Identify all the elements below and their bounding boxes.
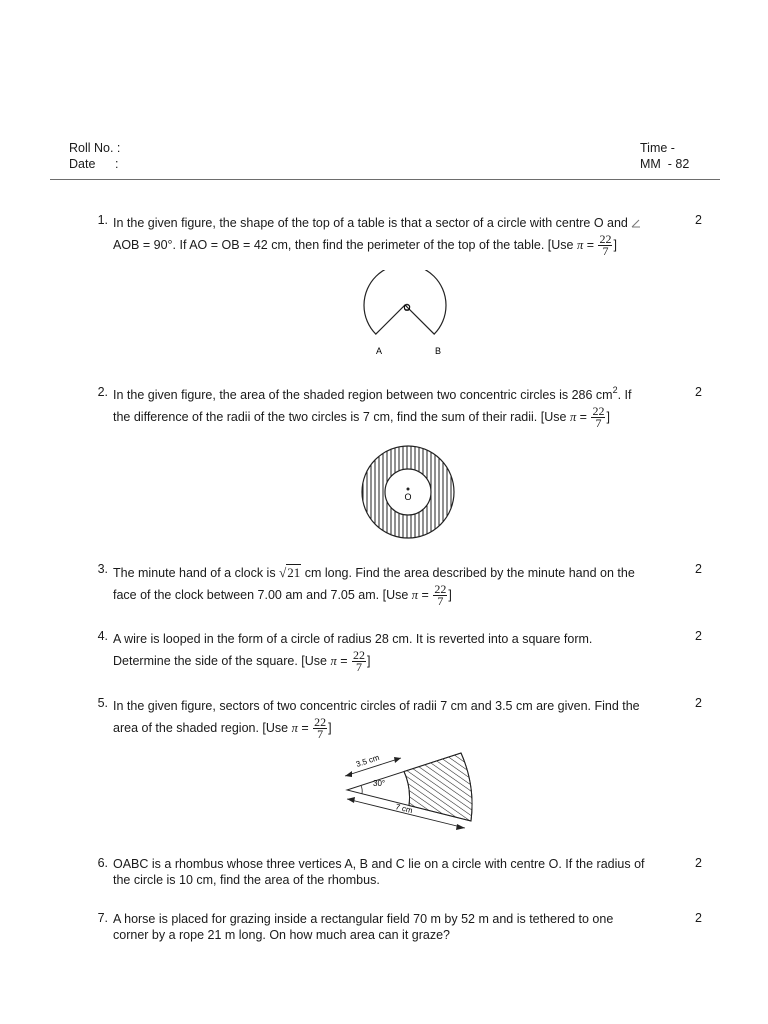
- pi-fraction: $\frac{22}{7}$: [592, 404, 605, 430]
- pi-fraction: $\frac{22}{7}$: [353, 648, 366, 674]
- time-label: Time -: [640, 141, 675, 155]
- label-a: A: [375, 346, 383, 356]
- roll-number-label: Roll No. :: [69, 141, 121, 155]
- angle-icon: [631, 218, 641, 228]
- question-number: 1.: [97, 213, 108, 227]
- question-text: In the given figure, sectors of two concentric circles of radii 7 cm and 3.5 cm are given. Find the area of the shaded region. [Use π = $\frac{22}{7}$ ]: [113, 699, 640, 741]
- question-number: 6.: [97, 856, 108, 870]
- question-marks: 2: [695, 856, 702, 870]
- question-number: 7.: [97, 911, 108, 925]
- date-label: Date: [69, 157, 96, 171]
- question-number: 5.: [97, 696, 108, 710]
- question-text: In the given figure, the shape of the top of a table is that a sector of a circle with centre O and AOB = 90°. If AO = OB = 42 cm, then find the perimeter of the top of the table. [Use π = $\frac{22}{7}$ ]: [113, 213, 675, 257]
- label-b: B: [434, 346, 442, 356]
- question-text: A horse is placed for grazing inside a rectangular field 70 m by 52 m and is tethered to one corner by a rope 21 m long. On how much area can it graze?: [113, 912, 614, 942]
- label-7-cm: 7 cm: [394, 802, 414, 816]
- table-sector-figure: [355, 270, 465, 362]
- question-text: The minute hand of a clock is √21 cm long. Find the area described by the minute hand on the face of the clock between 7.00 am and 7.05 am. [Use π = $\frac{22}{7}$ ]: [113, 565, 635, 608]
- question-marks: 2: [695, 911, 702, 925]
- concentric-circles-figure: [358, 442, 458, 542]
- pi-fraction: $\frac{22}{7}$: [599, 232, 612, 258]
- question-marks: 2: [695, 696, 702, 710]
- question-marks: 2: [695, 385, 702, 399]
- question-text: OABC is a rhombus whose three vertices A, B and C lie on a circle with centre O. If the radius of the circle is 10 cm, find the area of the rhombus.: [113, 857, 645, 887]
- question-marks: 2: [695, 562, 702, 576]
- label-30-degrees: 30°: [373, 779, 386, 788]
- question-text: In the given figure, the area of the shaded region between two concentric circles is 286 $cm^2$. If the difference of the radii of the two circles is 7 cm, find the sum of their radii. [Use π = $\frac{22}{7}$ ]: [113, 385, 632, 430]
- pi-fraction: $\frac{22}{7}$: [434, 582, 447, 608]
- question-marks: 2: [695, 629, 702, 643]
- date-colon: :: [115, 157, 119, 171]
- pi-fraction: $\frac{22}{7}$: [314, 715, 327, 741]
- question-number: 2.: [97, 385, 108, 399]
- header-divider: [50, 179, 720, 180]
- label-3-5-cm: 3.5 cm: [354, 752, 381, 769]
- sector-figure: [335, 745, 485, 835]
- label-center-o: O: [403, 303, 411, 313]
- max-marks-label: MM - 82: [640, 157, 690, 171]
- question-text: A wire is looped in the form of a circle of radius 28 cm. It is reverted into a square form. Determine the side of the square. [Use π = $\frac{22}{7}$ ]: [113, 632, 593, 674]
- label-center-o: O: [404, 492, 412, 502]
- square-root-21: √21: [279, 565, 301, 580]
- question-number: 3.: [97, 562, 108, 576]
- question-number: 4.: [97, 629, 108, 643]
- question-marks: 2: [695, 213, 702, 227]
